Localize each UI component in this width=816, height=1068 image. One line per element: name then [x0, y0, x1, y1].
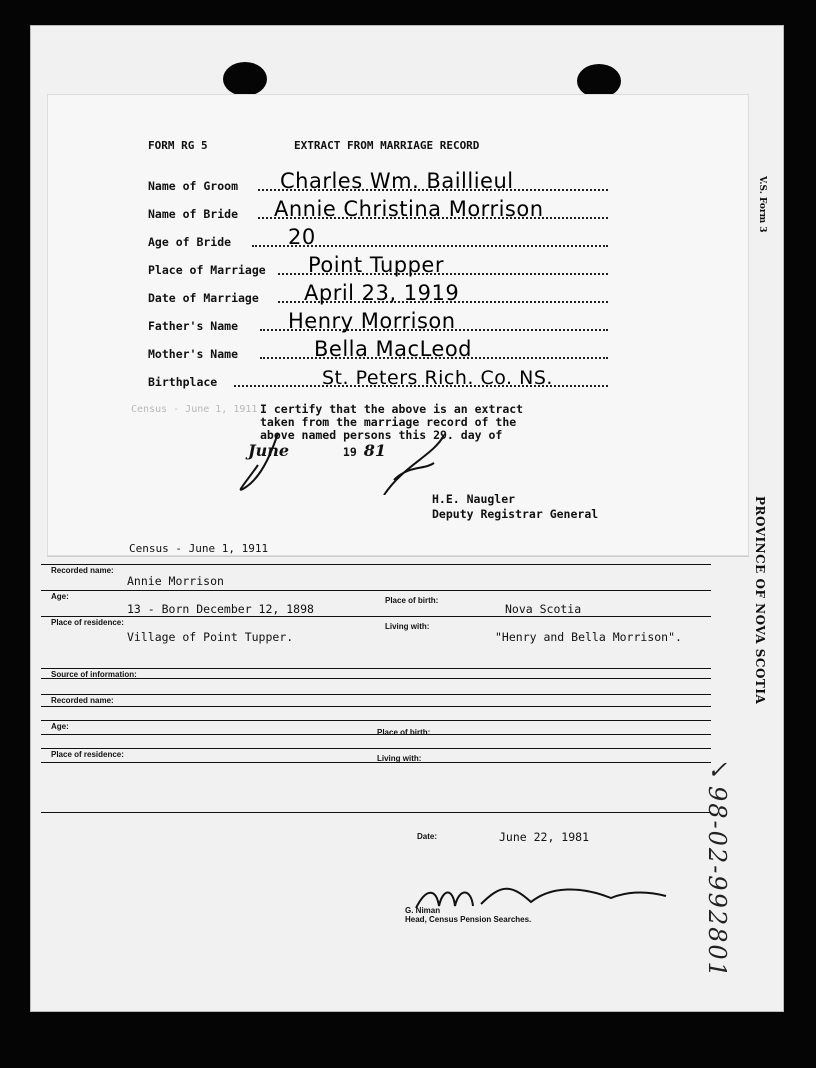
label-living-with: Living with: [385, 622, 430, 631]
label-recorded-name: Recorded name: [51, 566, 114, 575]
punch-hole [223, 62, 267, 96]
registrar-title: Deputy Registrar General [432, 507, 599, 521]
field-label: Birthplace [148, 375, 218, 389]
census-signer-name: G. Niman [405, 906, 441, 915]
living-with-value: "Henry and Bella Morrison". [495, 630, 682, 644]
faint-underlay-text: Census - June 1, 1911 [131, 404, 258, 415]
field-row [148, 227, 608, 253]
label-recorded-name-2: Recorded name: [51, 696, 114, 705]
label-date: Date: [417, 832, 438, 841]
field-label: Name of Bride [148, 207, 239, 221]
vs-form-label: V.S. Form 3 [757, 176, 767, 233]
cert-month: June [248, 441, 290, 460]
date-value: June 22, 1981 [499, 830, 590, 844]
extract-title: EXTRACT FROM MARRIAGE RECORD [294, 139, 480, 152]
place-of-birth-value: Nova Scotia [505, 602, 582, 616]
document-page [30, 25, 784, 1012]
marriage-extract-card [47, 94, 749, 556]
field-row [148, 283, 608, 309]
field-row [148, 311, 608, 337]
field-label: Place of Marriage [148, 263, 266, 277]
form-code: FORM RG 5 [148, 139, 208, 152]
field-row [148, 255, 608, 281]
label-age: Age: [51, 592, 69, 601]
census-signer-block [405, 906, 531, 924]
age-value: 13 - Born December 12, 1898 [127, 602, 314, 616]
field-value: Point Tupper [308, 253, 444, 277]
label-place-of-birth: Place of birth: [385, 596, 439, 605]
census-form [41, 542, 731, 856]
field-label: Father's Name [148, 319, 239, 333]
registrar-signature [234, 425, 444, 495]
field-value: Charles Wm. Baillieul [280, 169, 514, 193]
label-place-of-birth-2: Place of birth: [377, 728, 431, 737]
field-value: Annie Christina Morrison [274, 197, 544, 221]
field-row [148, 199, 608, 225]
field-value: St. Peters Rich. Co. NS. [322, 367, 553, 389]
label-age-2: Age: [51, 722, 69, 731]
side-handwritten-number: ✓98-02-992801 [703, 756, 731, 979]
label-living-with-2: Living with: [377, 754, 422, 763]
field-label: Age of Bride [148, 235, 232, 249]
registrar-block [432, 492, 598, 522]
field-value: Henry Morrison [288, 309, 456, 333]
field-row [148, 339, 608, 365]
label-place-of-residence-2: Place of residence: [51, 750, 124, 759]
place-of-residence-value: Village of Point Tupper. [127, 630, 294, 644]
field-row [148, 367, 608, 393]
certification-text: I certify that the above is an extract taken from the marriage record of the above named persons this 29. day of [260, 402, 524, 442]
certification-date: June 19 81 [248, 441, 386, 460]
registrar-name: H.E. Naugler [432, 492, 516, 506]
census-signer-title: Head, Census Pension Searches. [405, 915, 532, 924]
field-label: Mother's Name [148, 347, 239, 361]
field-row [148, 171, 608, 197]
field-value: 20 [288, 225, 316, 249]
field-label: Date of Marriage [148, 291, 259, 305]
punch-hole [577, 64, 621, 98]
census-heading: Census - June 1, 1911 [129, 542, 269, 555]
label-source: Source of information: [51, 670, 137, 679]
field-value: Bella MacLeod [314, 337, 473, 361]
field-value: April 23, 1919 [304, 281, 460, 305]
label-place-of-residence: Place of residence: [51, 618, 124, 627]
province-label: PROVINCE OF NOVA SCOTIA [753, 496, 767, 705]
field-label: Name of Groom [148, 179, 239, 193]
recorded-name-value: Annie Morrison [127, 574, 224, 588]
